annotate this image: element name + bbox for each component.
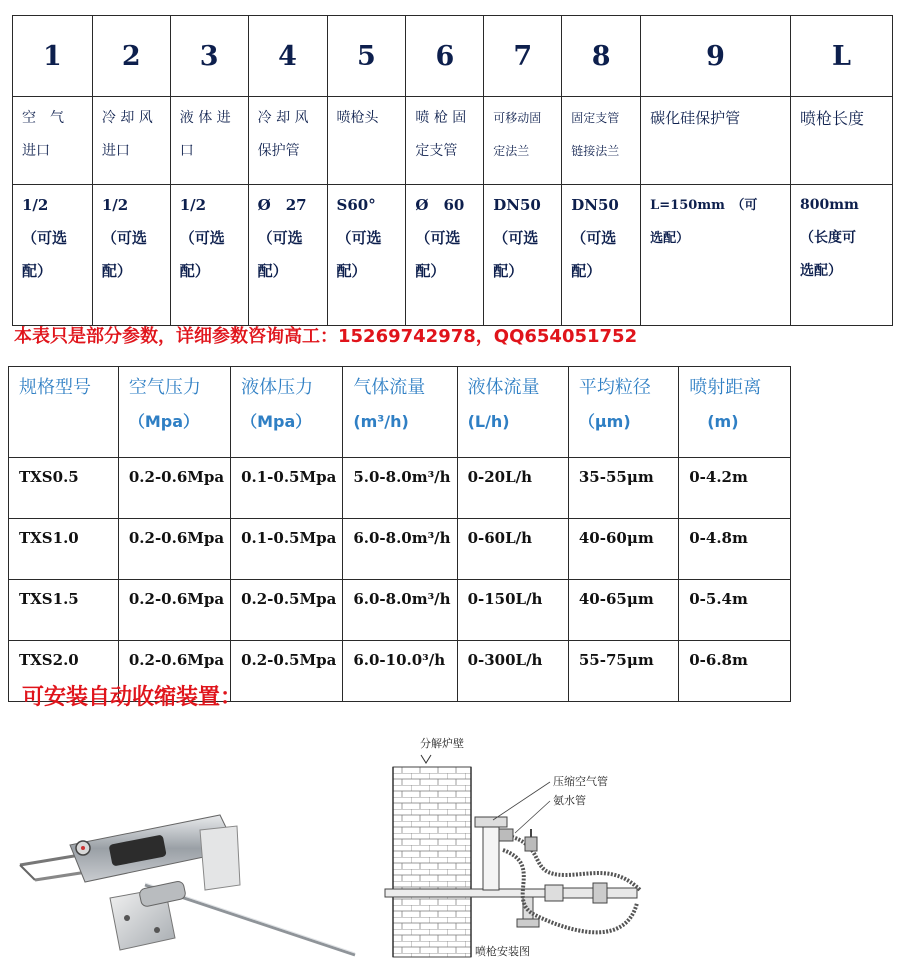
table-cell: 0.2-0.6Mpa: [118, 519, 230, 580]
model-spec-table: [8, 366, 791, 702]
part-number: 9: [641, 16, 791, 97]
header-label: 气体流量: [353, 377, 426, 398]
part-spec: DN50 （可选 配）: [493, 196, 541, 280]
parts-table: [12, 15, 893, 326]
table-cell: 0.2-0.6Mpa: [118, 458, 230, 519]
part-number: 8: [562, 16, 641, 97]
table-cell: 0.2-0.6Mpa: [118, 641, 230, 702]
table-cell: 0-60L/h: [457, 519, 568, 580]
table-cell: 6.0-8.0m³/h: [343, 519, 457, 580]
table-cell: TXS2.0: [9, 641, 119, 702]
header-label: 空气压力: [128, 377, 201, 398]
part-spec-cell: [406, 185, 484, 326]
part-name-cell: [170, 97, 248, 185]
compressed-air-label: 压缩空气管: [553, 775, 608, 788]
part-number: 5: [327, 16, 406, 97]
model-header-row: [9, 367, 791, 458]
part-name-cell: [406, 97, 484, 185]
part-spec-cell: [484, 185, 562, 326]
header-unit: （μm): [578, 412, 631, 431]
table-cell: 0-5.4m: [679, 580, 791, 641]
table-cell: TXS0.5: [9, 458, 119, 519]
part-name: 碳化硅保护管: [650, 109, 741, 127]
header-unit: （Mpa）: [241, 412, 312, 431]
wall-label: 分解炉壁: [420, 737, 464, 750]
header-cell: [457, 367, 568, 458]
part-name: 喷枪头: [336, 110, 379, 126]
table-cell: TXS1.0: [9, 519, 119, 580]
part-name: 空 气 进口: [22, 110, 64, 159]
part-spec-cell: [790, 185, 892, 326]
table-cell: 40-65μm: [568, 580, 678, 641]
part-name-cell: [248, 97, 327, 185]
table-row: [9, 519, 791, 580]
table-cell: 0.1-0.5Mpa: [231, 519, 343, 580]
part-spec: DN50 （可选 配）: [571, 196, 619, 280]
diagram-caption: 喷枪安装图: [475, 945, 530, 958]
header-label: 喷射距离: [689, 377, 762, 398]
header-label: 液体流量: [467, 377, 540, 398]
part-number: 7: [484, 16, 562, 97]
parts-spec-row: [13, 185, 893, 326]
table-row: [9, 458, 791, 519]
parts-number-row: [13, 16, 893, 97]
part-spec-cell: [13, 185, 93, 326]
part-spec: 1/2 （可选 配）: [179, 196, 225, 280]
part-name: 可移动固 定法兰: [493, 111, 542, 158]
part-name: 固定支管 链接法兰: [571, 111, 620, 158]
part-number: 4: [248, 16, 327, 97]
table-row: [9, 580, 791, 641]
retractable-device-illustration: [15, 790, 360, 960]
part-name-cell: [790, 97, 892, 185]
part-spec-cell: [562, 185, 641, 326]
part-name: 喷枪长度: [799, 109, 864, 128]
diagram-drawing: [375, 725, 675, 965]
part-spec-cell: [248, 185, 327, 326]
part-number: 3: [170, 16, 248, 97]
part-name-cell: [327, 97, 406, 185]
table-cell: 0-300L/h: [457, 641, 568, 702]
part-spec: S60° （可选 配）: [336, 196, 382, 280]
header-unit: （Mpa）: [128, 412, 200, 431]
installation-diagram: [375, 725, 675, 965]
header-cell: [679, 367, 791, 458]
contact-note: 本表只是部分参数，详细参数咨询高工：15269742978，QQ654051752: [14, 326, 638, 347]
part-name-cell: [13, 97, 93, 185]
header-unit: (m³/h): [353, 412, 409, 431]
part-name-cell: [484, 97, 562, 185]
table-cell: 0-150L/h: [457, 580, 568, 641]
table-cell: 5.0-8.0m³/h: [343, 458, 457, 519]
model-rows: [9, 458, 791, 702]
part-name: 液 体 进 口: [179, 110, 231, 159]
table-cell: 0.1-0.5Mpa: [231, 458, 343, 519]
header-cell: [118, 367, 230, 458]
header-label: 平均粒径: [578, 377, 651, 398]
part-spec: Ø 27 （可选 配）: [257, 196, 307, 280]
ammonia-pipe-label: 氨水管: [553, 794, 586, 807]
table-cell: 40-60μm: [568, 519, 678, 580]
part-name-cell: [641, 97, 791, 185]
header-label: 规格型号: [19, 377, 91, 398]
table-cell: 0.2-0.5Mpa: [231, 580, 343, 641]
part-spec-cell: [170, 185, 248, 326]
table-cell: 0-20L/h: [457, 458, 568, 519]
part-spec-cell: [92, 185, 170, 326]
part-number: 1: [13, 16, 93, 97]
part-spec: Ø 60 （可选 配）: [415, 196, 465, 280]
header-cell: [231, 367, 343, 458]
part-spec: L=150mm （可 选配）: [650, 198, 758, 246]
table-cell: TXS1.5: [9, 580, 119, 641]
header-label: 液体压力: [241, 377, 314, 398]
table-cell: 35-55μm: [568, 458, 678, 519]
table-cell: 0-4.8m: [679, 519, 791, 580]
part-spec-cell: [641, 185, 791, 326]
side-plate: [200, 826, 240, 890]
part-name: 喷 枪 固 定支管: [415, 110, 467, 159]
part-number: 6: [406, 16, 484, 97]
table-cell: 6.0-10.0³/h: [343, 641, 457, 702]
mounting-bracket: [110, 880, 186, 950]
valves: [499, 829, 537, 851]
parts-name-row: [13, 97, 893, 185]
table-cell: 0.2-0.5Mpa: [231, 641, 343, 702]
part-spec-cell: [327, 185, 406, 326]
part-spec: 1/2 （可选 配）: [22, 196, 68, 280]
part-number: 2: [92, 16, 170, 97]
header-cell: [9, 367, 119, 458]
part-name: 冷 却 风 保护管: [257, 110, 309, 159]
table-cell: 0-6.8m: [679, 641, 791, 702]
part-number: L: [790, 16, 892, 97]
part-name: 冷 却 风 进口: [101, 110, 153, 159]
table-cell: 6.0-8.0m³/h: [343, 580, 457, 641]
table-cell: 0-4.2m: [679, 458, 791, 519]
header-unit: (L/h): [467, 412, 510, 431]
header-unit: (m): [707, 412, 739, 431]
header-cell: [568, 367, 678, 458]
table-cell: 55-75μm: [568, 641, 678, 702]
furnace-wall: [393, 755, 471, 957]
table-cell: 0.2-0.6Mpa: [118, 580, 230, 641]
part-name-cell: [562, 97, 641, 185]
part-name-cell: [92, 97, 170, 185]
header-cell: [343, 367, 457, 458]
part-spec: 800mm （长度可 选配）: [799, 197, 859, 279]
part-spec: 1/2 （可选 配）: [101, 196, 147, 280]
install-title: 可安装自动收缩装置：: [22, 685, 243, 710]
